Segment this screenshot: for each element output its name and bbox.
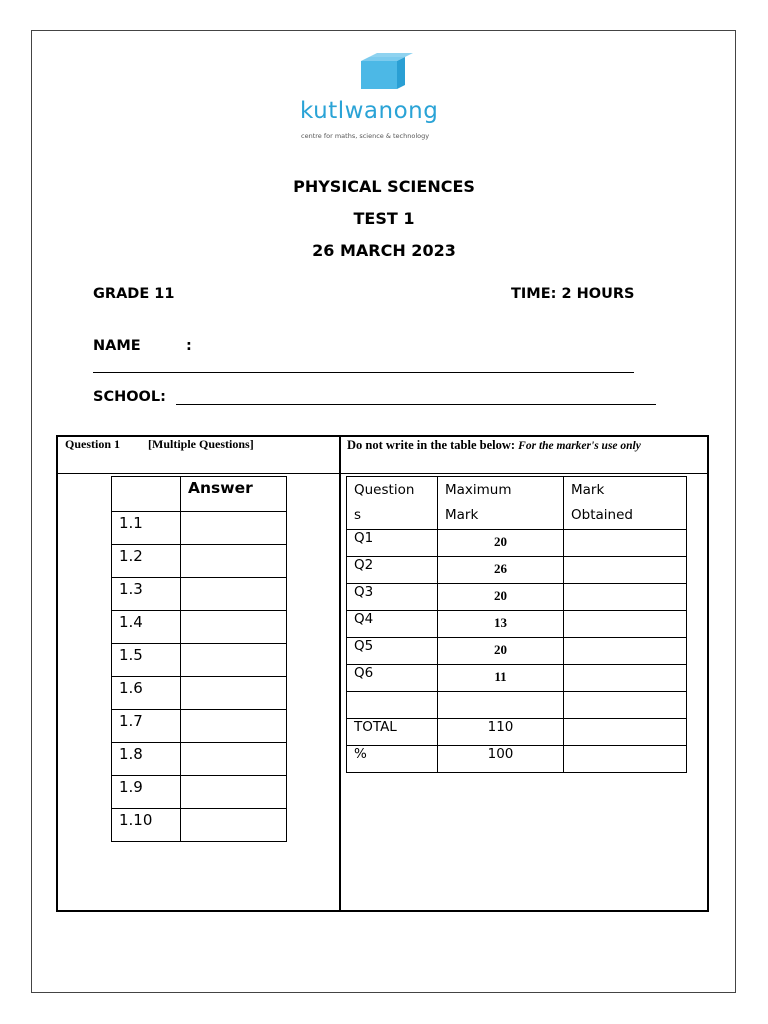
- marks-row: [347, 665, 687, 692]
- answer-cell[interactable]: [181, 776, 287, 809]
- marks-total-label: TOTAL: [347, 719, 438, 746]
- marks-question: Q2: [347, 557, 438, 584]
- outer-divider-vertical: [339, 435, 341, 912]
- answer-table: [111, 476, 287, 842]
- test-date: 26 MARCH 2023: [312, 241, 456, 260]
- answer-row: [112, 809, 287, 842]
- marks-maximum: 11: [438, 665, 564, 692]
- answer-cell[interactable]: [181, 644, 287, 677]
- marks-table: [346, 476, 687, 773]
- question-number: 1.10: [112, 809, 181, 842]
- marks-obtained-cell[interactable]: [564, 638, 687, 665]
- marks-obtained-cell[interactable]: [564, 557, 687, 584]
- marks-question: Q5: [347, 638, 438, 665]
- question-number: 1.3: [112, 578, 181, 611]
- answer-cell[interactable]: [181, 677, 287, 710]
- marker-heading-italic: For the marker's use only: [518, 440, 641, 452]
- question-number: 1.6: [112, 677, 181, 710]
- marks-percent-max: 100: [438, 746, 564, 773]
- test-title: TEST 1: [353, 209, 415, 228]
- marks-row: [347, 692, 687, 719]
- question-number: 1.5: [112, 644, 181, 677]
- marks-maximum: 20: [438, 530, 564, 557]
- answer-row: [112, 578, 287, 611]
- answer-row: [112, 512, 287, 545]
- marks-maximum: 20: [438, 584, 564, 611]
- marks-header-questions: Question s: [347, 477, 438, 530]
- marks-obtained-cell[interactable]: [564, 530, 687, 557]
- marks-obtained-cell[interactable]: [564, 692, 687, 719]
- name-label: NAME: [93, 338, 141, 354]
- answer-row: [112, 545, 287, 578]
- marks-row: [347, 557, 687, 584]
- marker-heading: [347, 438, 641, 453]
- question1-heading: [65, 437, 254, 452]
- question1-title: Question 1: [65, 437, 121, 451]
- answer-cell[interactable]: [181, 743, 287, 776]
- subject-title: PHYSICAL SCIENCES: [293, 177, 475, 196]
- marks-percent-row: [347, 746, 687, 773]
- marks-question: Q1: [347, 530, 438, 557]
- answer-row: [112, 743, 287, 776]
- marks-obtained-cell[interactable]: [564, 584, 687, 611]
- answer-row: [112, 776, 287, 809]
- marks-question: Q3: [347, 584, 438, 611]
- answer-cell[interactable]: [181, 611, 287, 644]
- answer-row: [112, 644, 287, 677]
- marks-row: [347, 611, 687, 638]
- answer-row: [112, 710, 287, 743]
- marks-maximum: [438, 692, 564, 719]
- answer-row: [112, 677, 287, 710]
- logo-wordmark: kutlwanong: [300, 98, 439, 124]
- answer-row: [112, 611, 287, 644]
- question-number: 1.2: [112, 545, 181, 578]
- logo-tagline: centre for maths, science & technology: [301, 132, 430, 140]
- marks-total-row: [347, 719, 687, 746]
- answer-cell[interactable]: [181, 809, 287, 842]
- answer-header-blank: [112, 477, 181, 512]
- answer-cell[interactable]: [181, 512, 287, 545]
- question-number: 1.9: [112, 776, 181, 809]
- marks-question: Q4: [347, 611, 438, 638]
- answer-cell[interactable]: [181, 545, 287, 578]
- marks-question: Q6: [347, 665, 438, 692]
- question-number: 1.8: [112, 743, 181, 776]
- marks-maximum: 20: [438, 638, 564, 665]
- marks-obtained-cell[interactable]: [564, 611, 687, 638]
- school-field[interactable]: [176, 404, 656, 405]
- cube-logo-icon: [361, 53, 413, 89]
- question-number: 1.4: [112, 611, 181, 644]
- marks-total-obtained-cell[interactable]: [564, 719, 687, 746]
- marks-percent-label: %: [347, 746, 438, 773]
- answer-cell[interactable]: [181, 710, 287, 743]
- marks-total-max: 110: [438, 719, 564, 746]
- marks-question: [347, 692, 438, 719]
- time-label: TIME: 2 HOURS: [511, 286, 635, 302]
- marker-heading-text: Do not write in the table below:: [347, 438, 516, 452]
- name-colon: :: [186, 338, 192, 354]
- question1-subtitle: [Multiple Questions]: [148, 437, 254, 451]
- marks-maximum: 26: [438, 557, 564, 584]
- marks-row: [347, 530, 687, 557]
- answer-cell[interactable]: [181, 578, 287, 611]
- grade-label: GRADE 11: [93, 286, 175, 302]
- question-number: 1.1: [112, 512, 181, 545]
- answer-header: Answer: [181, 477, 287, 512]
- school-label: SCHOOL:: [93, 389, 166, 405]
- name-field[interactable]: [93, 372, 634, 373]
- marks-obtained-cell[interactable]: [564, 665, 687, 692]
- question-number: 1.7: [112, 710, 181, 743]
- marks-header-obtained: Mark Obtained: [564, 477, 687, 530]
- marks-header-maximum: Maximum Mark: [438, 477, 564, 530]
- marks-percent-obtained-cell[interactable]: [564, 746, 687, 773]
- marks-maximum: 13: [438, 611, 564, 638]
- marks-row: [347, 638, 687, 665]
- marks-row: [347, 584, 687, 611]
- outer-divider-horizontal: [56, 473, 709, 474]
